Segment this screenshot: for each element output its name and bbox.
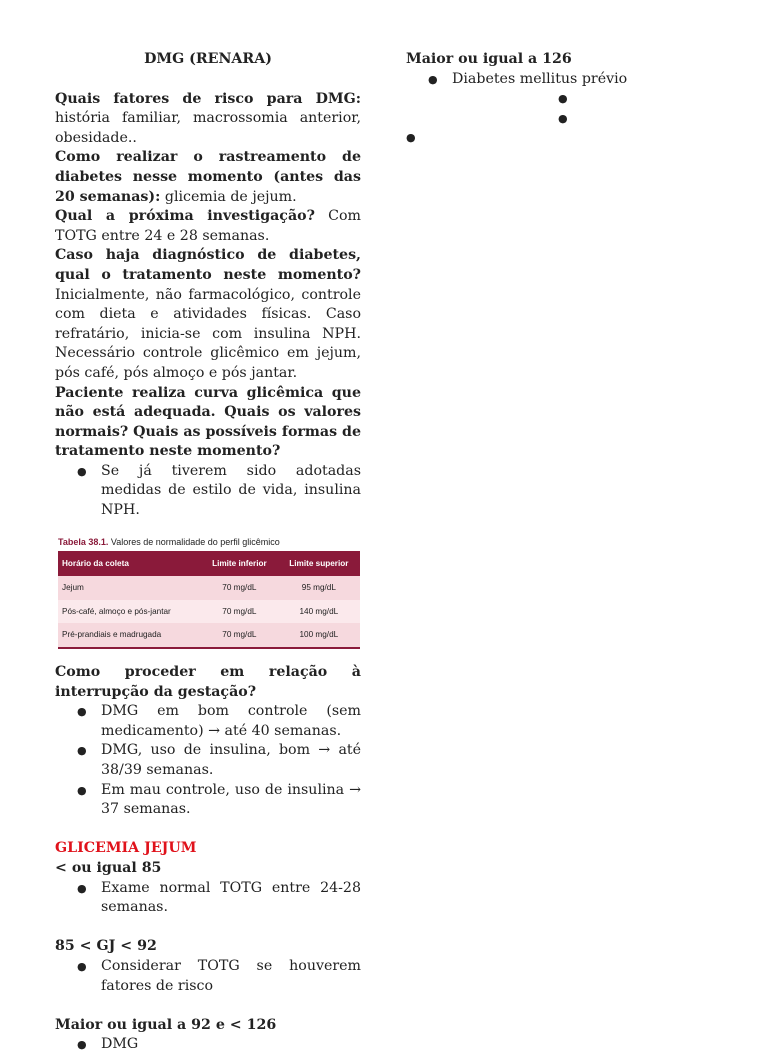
table-cell: 70 mg/dL [201, 576, 278, 600]
column-header: Horário da coleta [58, 551, 201, 577]
list-item [406, 109, 712, 129]
question: Quais fatores de risco para DMG: [55, 90, 361, 107]
glycemic-profile-table [58, 537, 360, 649]
table [58, 551, 360, 649]
qa-next-investigation [55, 207, 361, 246]
glicemia-heading: GLICEMIA JEJUM [55, 840, 197, 857]
list-item: ● Em mau controle, uso de insulina → 37 semanas. [55, 781, 361, 820]
right-column [406, 50, 712, 148]
answer: história familiar, macrossomia anterior, obesidade.. [55, 110, 361, 146]
curve-bullets [55, 462, 361, 521]
qa-screening [55, 148, 361, 207]
table-cell: 140 mg/dL [278, 600, 360, 624]
empty-bullets [384, 128, 712, 148]
list-item: ● Exame normal TOTG entre 24-28 semanas. [55, 879, 361, 918]
answer: glicemia de jejum. [164, 188, 297, 205]
range-bullets [55, 957, 361, 996]
range-bullets [406, 70, 712, 90]
qa-treatment [55, 246, 361, 383]
range-label: < ou igual 85 [55, 859, 162, 876]
range-label: 85 < GJ < 92 [55, 938, 157, 955]
table-caption-text: Valores de normalidade do perfil glicêmico [110, 536, 280, 547]
column-header: Limite superior [278, 551, 360, 577]
table-row [58, 623, 360, 648]
table-cell: Pré-prandiais e madrugada [58, 623, 201, 648]
table-header-row [58, 551, 360, 577]
answer: Com TOTG entre 24 e 28 semanas. [55, 208, 361, 244]
table-cell: 70 mg/dL [201, 600, 278, 624]
table-cell: Pós-café, almoço e pós-jantar [58, 600, 201, 624]
list-item: ● DMG, uso de insulina, bom → até 38/39 semanas. [55, 741, 361, 780]
range-label: Maior ou igual a 126 [406, 51, 572, 67]
question: Como realizar o rastreamento de diabetes nesse momento (antes das 20 semanas): [55, 149, 361, 205]
column-header: Limite inferior [201, 551, 278, 577]
table-cell: 100 mg/dL [278, 623, 360, 648]
answer: Inicialmente, não farmacológico, controle com dieta e atividades físicas. Caso refratário, inicia-se com insulina NPH. Necessário controle glicêmico em jejum, pós café, pós almoço e pós jantar. [55, 286, 361, 381]
left-column [55, 50, 361, 1055]
list-item: ● Diabetes mellitus prévio [406, 70, 712, 90]
range-bullets [55, 1035, 361, 1055]
qa-risk-factors [55, 90, 361, 149]
question: Caso haja diagnóstico de diabetes, qual o tratamento neste momento? [55, 247, 361, 283]
list-item: ● Considerar TOTG se houverem fatores de risco [55, 957, 361, 996]
list-item [406, 89, 712, 109]
empty-sub-bullets [406, 89, 712, 128]
qa-glycemic-curve [55, 384, 361, 462]
table-caption-label: Tabela 38.1. [58, 536, 109, 547]
question: Qual a próxima investigação? [55, 208, 315, 225]
table-cell: Jejum [58, 576, 201, 600]
table-row [58, 600, 360, 624]
list-item: ● DMG em bom controle (sem medicamento) → até 40 semanas. [55, 702, 361, 741]
question: Paciente realiza curva glicêmica que não está adequada. Quais os valores normais? Quais as possíveis formas de tratamento neste momento? [55, 384, 361, 460]
table-cell: 95 mg/dL [278, 576, 360, 600]
interruption-bullets [55, 702, 361, 820]
list-item: ● DMG [55, 1035, 361, 1055]
table-caption [58, 537, 360, 548]
range-label: Maior ou igual a 92 e < 126 [55, 1016, 277, 1033]
list-item [384, 128, 712, 148]
interruption-question: Como proceder em relação à interrupção da gestação? [55, 664, 361, 700]
table-cell: 70 mg/dL [201, 623, 278, 648]
list-item: ● Se já tiverem sido adotadas medidas de estilo de vida, insulina NPH. [55, 462, 361, 521]
range-bullets [55, 879, 361, 918]
page-title: DMG (RENARA) [144, 51, 272, 67]
table-row [58, 576, 360, 600]
